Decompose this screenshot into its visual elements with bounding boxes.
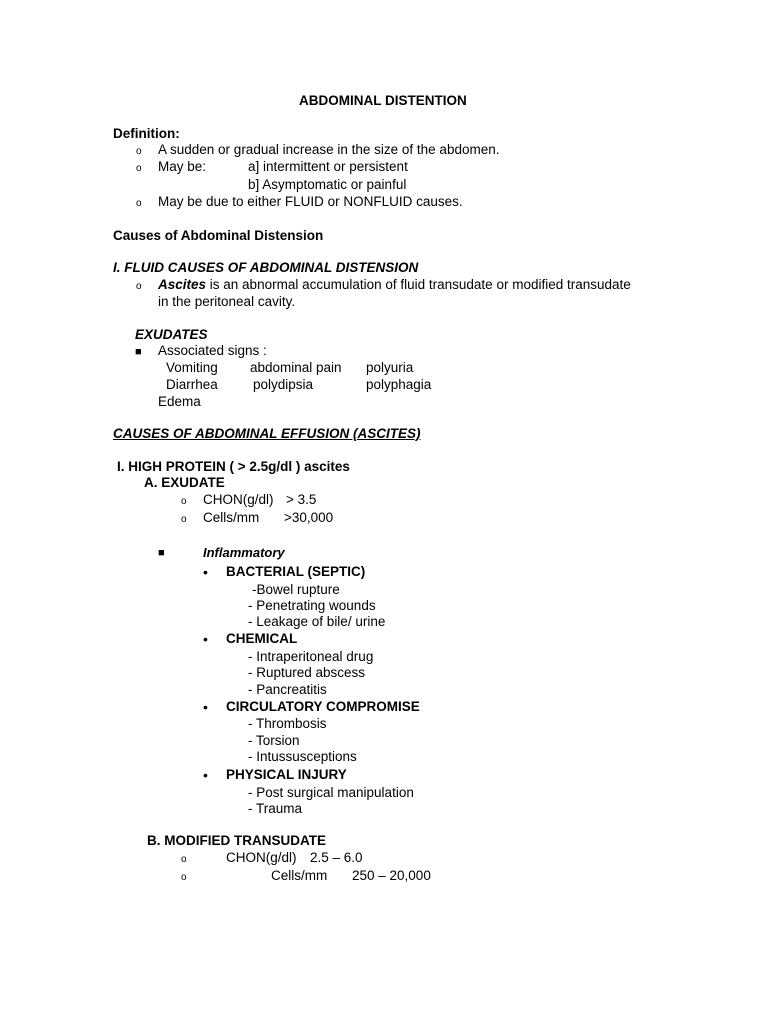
definition-item-3: May be due to either FLUID or NONFLUID causes. <box>158 194 463 209</box>
sign-edema: Edema <box>158 394 201 409</box>
bullet-marker: o <box>136 146 142 157</box>
circulatory-item: - Intussusceptions <box>248 749 357 764</box>
bullet-marker: o <box>136 198 142 209</box>
definition-heading: Definition: <box>113 126 180 141</box>
physical-item: - Trauma <box>248 801 303 816</box>
bullet-dot-icon: • <box>203 699 208 715</box>
bullet-marker: o <box>136 163 142 174</box>
definition-item-2-label: May be: <box>158 159 207 174</box>
circulatory-item: - Thrombosis <box>248 716 327 731</box>
chemical-item: - Ruptured abscess <box>248 665 366 680</box>
modified-cells-label: Cells/mm <box>271 868 328 883</box>
circulatory-item: - Torsion <box>248 733 300 748</box>
definition-item-2b: b] Asymptomatic or painful <box>248 177 407 192</box>
sign-polyuria: polyuria <box>366 360 414 375</box>
bullet-marker: o <box>181 854 187 865</box>
modified-chon-value: 2.5 – 6.0 <box>310 850 363 865</box>
sign-diarrhea: Diarrhea <box>166 377 218 392</box>
bacterial-item: - Penetrating wounds <box>248 598 376 613</box>
definition-item-1: A sudden or gradual increase in the size of the abdomen. <box>158 142 500 157</box>
sign-polydipsia: polydipsia <box>253 377 314 392</box>
exudate-heading: A. EXUDATE <box>144 475 225 490</box>
chemical-item: - Pancreatitis <box>248 682 327 697</box>
bacterial-heading: BACTERIAL (SEPTIC) <box>226 564 366 579</box>
exudate-cells-value: >30,000 <box>284 510 334 525</box>
exudate-cells-label: Cells/mm <box>203 510 260 525</box>
exudate-chon-value: > 3.5 <box>286 492 317 507</box>
bullet-dot-icon: • <box>203 767 208 783</box>
fluid-causes-heading: I. FLUID CAUSES OF ABDOMINAL DISTENSION <box>113 260 419 275</box>
sign-polyphagia: polyphagia <box>366 377 432 392</box>
causes-heading: Causes of Abdominal Distension <box>113 228 324 243</box>
ascites-definition <box>158 277 631 293</box>
ascites-definition-cont: in the peritoneal cavity. <box>158 294 296 309</box>
chemical-item: - Intraperitoneal drug <box>248 649 374 664</box>
bullet-dot-icon: • <box>203 564 208 580</box>
exudate-chon-label: CHON(g/dl) <box>203 492 274 507</box>
square-bullet-icon: ■ <box>158 547 165 559</box>
document-title: ABDOMINAL DISTENTION <box>299 93 467 108</box>
circulatory-heading: CIRCULATORY COMPROMISE <box>226 699 420 714</box>
associated-signs-label: Associated signs : <box>158 343 267 358</box>
exudates-heading: EXUDATES <box>135 327 208 342</box>
bacterial-item: -Bowel rupture <box>252 582 340 597</box>
bullet-dot-icon: • <box>203 631 208 647</box>
bullet-marker: o <box>181 872 187 883</box>
definition-item-2a: a] intermittent or persistent <box>248 159 408 174</box>
sign-vomiting: Vomiting <box>166 360 218 375</box>
ascites-term: Ascites <box>158 277 207 292</box>
modified-cells-value: 250 – 20,000 <box>352 868 431 883</box>
physical-heading: PHYSICAL INJURY <box>226 767 347 782</box>
modified-chon-label: CHON(g/dl) <box>226 850 297 865</box>
effusion-heading: CAUSES OF ABDOMINAL EFFUSION (ASCITES) <box>113 426 421 441</box>
bullet-marker: o <box>181 514 187 525</box>
bullet-marker: o <box>136 281 142 292</box>
square-bullet-icon: ■ <box>135 346 142 358</box>
ascites-text: is an abnormal accumulation of fluid transudate or modified transudate <box>206 277 631 292</box>
high-protein-heading: I. HIGH PROTEIN ( > 2.5g/dl ) ascites <box>117 459 350 474</box>
bacterial-item: - Leakage of bile/ urine <box>248 614 386 629</box>
bullet-marker: o <box>181 496 187 507</box>
sign-abdominal-pain: abdominal pain <box>250 360 342 375</box>
inflammatory-label: Inflammatory <box>203 545 285 560</box>
modified-transudate-heading: B. MODIFIED TRANSUDATE <box>147 833 326 848</box>
chemical-heading: CHEMICAL <box>226 631 298 646</box>
physical-item: - Post surgical manipulation <box>248 785 414 800</box>
